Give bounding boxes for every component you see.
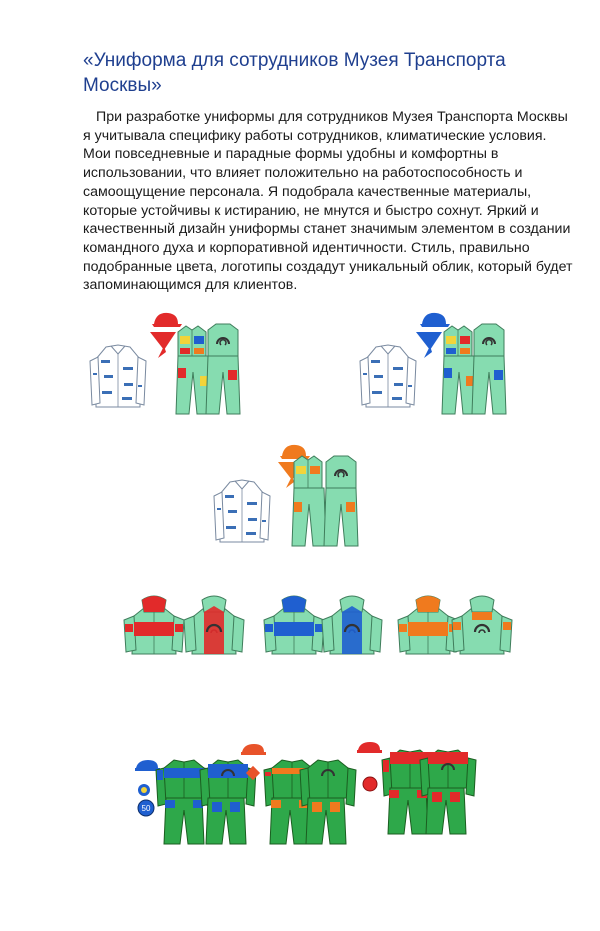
- uniform-set-orange-summer: [214, 445, 358, 546]
- tracksuit-blue: [135, 760, 256, 844]
- badge-number: 50: [141, 804, 151, 813]
- jacket-pair-orange: [398, 596, 512, 654]
- uniform-set-blue-summer: [360, 313, 506, 414]
- tracksuit-red: [357, 742, 476, 834]
- tracksuit-orange: [241, 744, 356, 844]
- description-paragraph: При разработке униформы для сотрудников Музея Транспорта Москвы я учитывала специфику работы сотрудников, климатические условия. Мои повседневные и парадные формы удобны и комфортны в использовании, что влияет положительно на работоспособность и самоощущение персонала. Я подобрала качественные материалы, которые устойчивы к истиранию, не мнутся и быстро сохнут. Яркий и качественный дизайн униформы станет значимым элементом в создании командного духа и корпоративной идентичности. Стиль, правильно подобранные цвета, логотипы создадут уникальный облик, который будет запоминающимся для клиентов.: [83, 109, 573, 294]
- jacket-pair-blue: [264, 596, 382, 654]
- number-badge: [138, 800, 154, 816]
- document-title: «Униформа для сотрудников Музея Транспорта Москвы»: [83, 50, 506, 96]
- jacket-pair-red: [124, 596, 244, 654]
- uniform-set-red-summer: [90, 313, 240, 414]
